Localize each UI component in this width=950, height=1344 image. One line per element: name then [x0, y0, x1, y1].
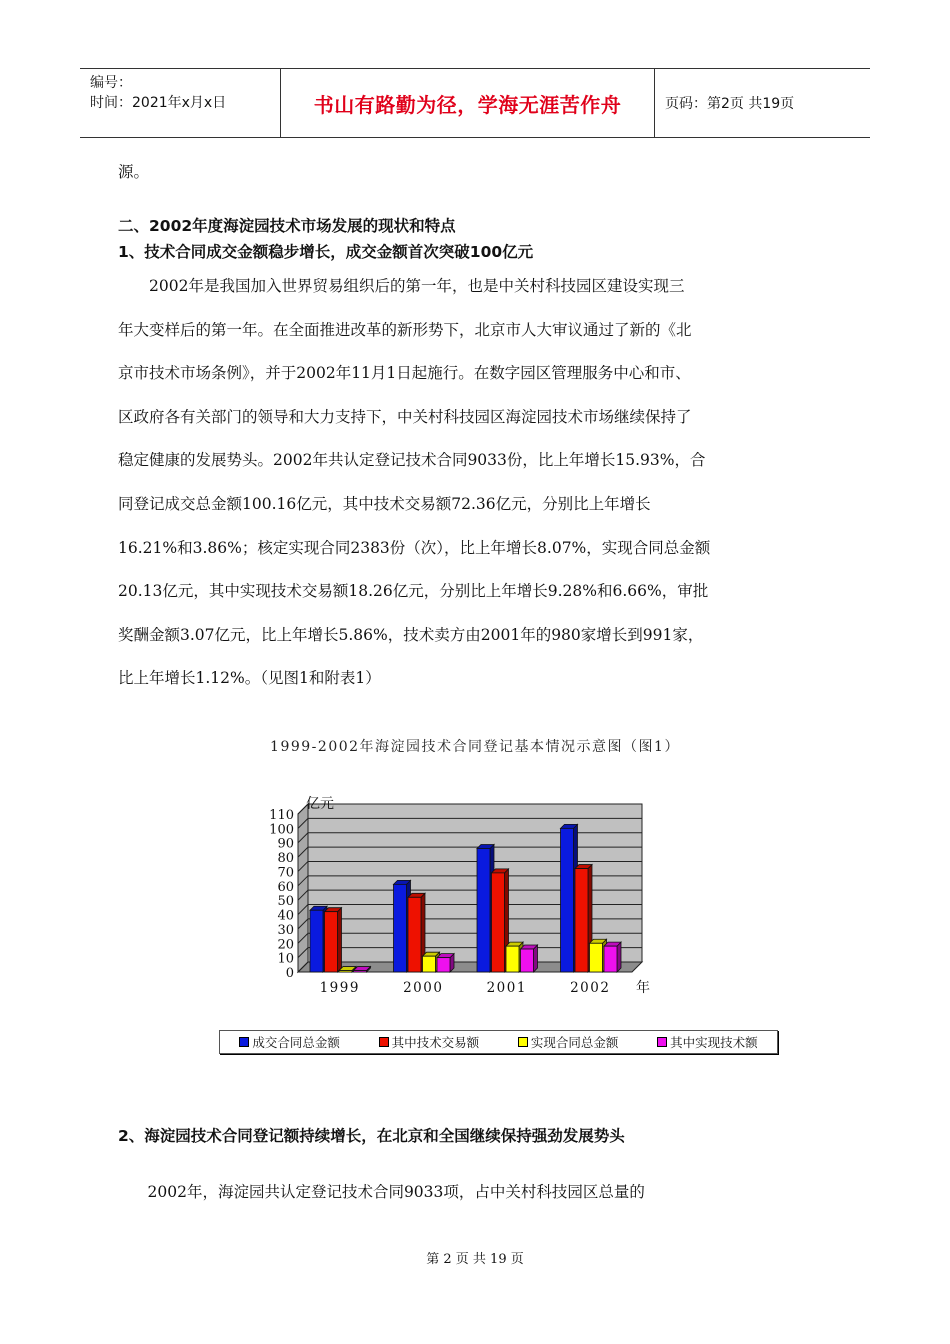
y-tick-label: 70: [277, 865, 294, 881]
paragraph-line: 区政府各有关部门的领导和大力支持下，中关村科技园区海淀园技术市场继续保持了: [118, 407, 692, 426]
legend-item: [239, 1033, 340, 1051]
y-tick-label: 80: [277, 851, 294, 867]
paragraph-line: 2002年是我国加入世界贸易组织后的第一年，也是中关村科技园区建设实现三: [118, 277, 685, 295]
y-tick-label: 30: [277, 922, 294, 938]
chart-legend: [219, 1030, 778, 1054]
legend-label: 成交合同总金额: [252, 1035, 340, 1050]
paragraph-line: 京市技术市场条例》，并于2002年11月1日起施行。在数字园区管理服务中心和市、: [118, 364, 691, 383]
header-meta: [80, 69, 281, 137]
sub-heading-2: 2、海淀园技术合同登记额持续增长，在北京和全国继续保持强劲发展势头: [118, 1127, 625, 1145]
paragraph-1: [118, 272, 834, 708]
page-footer: 第 2 页 共 19 页: [426, 1252, 524, 1267]
y-tick-label: 50: [277, 894, 294, 910]
legend-label: 其中技术交易额: [391, 1035, 480, 1050]
bar: [604, 946, 617, 972]
bar-side: [338, 908, 342, 972]
y-axis-label: 亿元: [306, 796, 334, 812]
x-tick-label: 2002: [570, 980, 611, 996]
bar-chart: [0, 780, 950, 1020]
y-tick-label: 40: [277, 908, 294, 924]
doc-number-label: 编号：: [90, 75, 132, 91]
y-tick-label: 20: [277, 937, 294, 953]
bar: [561, 828, 574, 972]
legend-swatch-blue: [239, 1037, 249, 1047]
x-tick-label: 2001: [486, 980, 527, 996]
y-tick-label: 10: [277, 951, 294, 967]
sub-heading-1: 1、技术合同成交金额稳步增长，成交金额首次突破100亿元: [118, 243, 534, 261]
bar-side: [617, 942, 621, 972]
bar: [310, 910, 323, 972]
legend-label: 实现合同总金额: [530, 1035, 619, 1050]
paragraph-line: 同登记成交总金额100.16亿元，其中技术交易额72.36亿元，分别比上年增长: [118, 494, 651, 513]
legend-item: [379, 1033, 480, 1051]
paragraph-2-start: 2002年，海淀园共认定登记技术合同9033项，占中关村科技园区总量的: [132, 1183, 645, 1201]
bar: [492, 873, 505, 972]
bar: [354, 971, 367, 972]
paragraph-line: 稳定健康的发展势头。2002年共认定登记技术合同9033份，比上年增长15.93%，合: [118, 451, 706, 470]
bar: [506, 946, 519, 972]
chart-side-wall: [298, 804, 308, 972]
y-tick-label: 0: [285, 966, 294, 981]
paragraph-line: 年大变样后的第一年。在全面推进改革的新形势下，北京市人大审议通过了新的《北: [118, 320, 692, 339]
legend-swatch-yellow: [518, 1037, 528, 1047]
y-tick-label: 110: [269, 808, 294, 823]
bar: [394, 884, 407, 972]
bar: [575, 869, 588, 972]
prev-paragraph-tail: 源。: [118, 163, 150, 181]
x-tick-label: 1999: [319, 980, 360, 996]
header-motto: 书山有路勤为径，学海无涯苦作舟: [313, 92, 622, 117]
bar: [590, 943, 603, 972]
doc-date: 时间：2021年x月x日: [90, 95, 227, 111]
legend-swatch-magenta: [657, 1037, 667, 1047]
x-tick-label: 2000: [403, 980, 444, 996]
paragraph-line: 奖酬金额3.07亿元，比上年增长5.86%，技术卖方由2001年的980家增长到991家，: [118, 625, 704, 644]
bar: [325, 912, 338, 972]
bar: [423, 956, 436, 972]
x-axis-label: 年: [636, 980, 650, 996]
y-tick-label: 90: [277, 836, 294, 852]
legend-item: [657, 1033, 758, 1051]
legend-swatch-red: [379, 1037, 389, 1047]
bar-side: [534, 945, 538, 972]
header-motto-cell: [281, 69, 655, 137]
header-page-info: 页码：第2页 共19页: [665, 96, 795, 112]
header-table: [80, 68, 870, 138]
paragraph-line: 比上年增长1.12%。（见图1和附表1）: [118, 669, 381, 688]
legend-item: [518, 1033, 619, 1051]
paragraph-line: 16.21%和3.86%；核定实现合同2383份（次），比上年增长8.07%，实现合同总金额: [118, 538, 711, 557]
bar: [437, 958, 450, 972]
bar: [521, 949, 534, 972]
y-tick-label: 100: [269, 822, 294, 838]
section-heading: 二、2002年度海淀园技术市场发展的现状和特点: [118, 217, 456, 235]
bar: [477, 848, 490, 972]
chart-title: 1999-2002年海淀园技术合同登记基本情况示意图（图1）: [270, 739, 680, 755]
paragraph-line: 20.13亿元，其中实现技术交易额18.26亿元，分别比上年增长9.28%和6.66%，审批: [118, 582, 709, 601]
legend-label: 其中实现技术额: [670, 1035, 758, 1050]
bar: [408, 897, 421, 972]
bar: [339, 971, 352, 972]
y-tick-label: 60: [277, 879, 294, 895]
